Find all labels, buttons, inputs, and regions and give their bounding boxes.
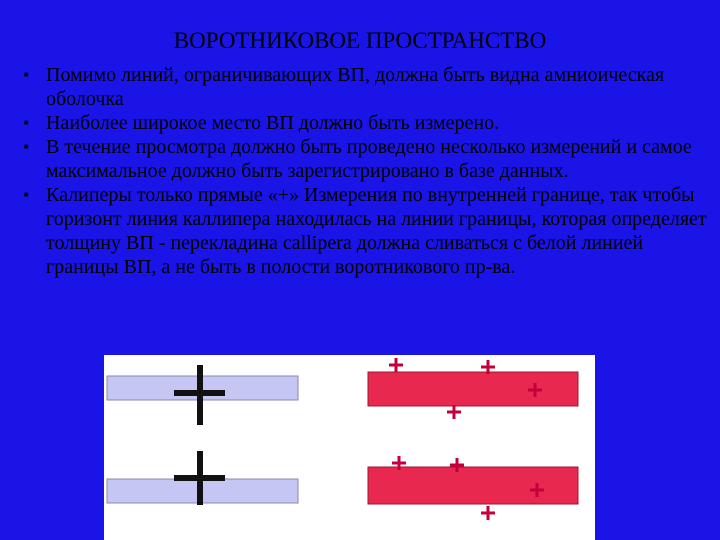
bullet-dot-icon: •	[23, 137, 30, 157]
bullet-dot-icon: •	[23, 185, 30, 205]
caliper-cross-black-icon	[174, 365, 225, 425]
bullet-text: Помимо линий, ограничивающих ВП, должна быть видна амниоическая оболочка	[46, 64, 665, 110]
red-bar-top	[368, 372, 578, 406]
caliper-cross-red-icon	[389, 358, 403, 372]
caliper-illustration	[104, 355, 595, 540]
caliper-cross-red-icon	[481, 506, 495, 520]
caliper-diagram	[104, 355, 595, 540]
bullet-item	[20, 135, 710, 183]
caliper-cross-red-icon	[447, 405, 461, 419]
bullet-item	[20, 111, 710, 135]
bullet-text: Наиболее широкое место ВП должно быть измерено.	[46, 112, 500, 134]
bullet-dot-icon: •	[23, 113, 30, 133]
bullet-dot-icon: •	[23, 65, 30, 85]
bullet-item	[20, 63, 710, 111]
slide-title: ВОРОТНИКОВОЕ ПРОСТРАНСТВО	[173, 28, 547, 53]
bullet-list	[20, 63, 710, 279]
bullet-item	[20, 183, 710, 279]
bullet-text: В течение просмотра должно быть проведено несколько измерений и самое максимальное должно быть зарегистрировано в базе данных.	[46, 136, 692, 182]
bullet-text: Калиперы только прямые «+» Измерения по внутренней границе, так чтобы горизонт линия каллипера находилась на линии границы, которая определяет толщину ВП - перекладина callipera должна сливаться с белой линией границы ВП, а не быть в полости воротникового пр-ва.	[46, 184, 707, 278]
red-bar-bottom	[368, 467, 578, 504]
